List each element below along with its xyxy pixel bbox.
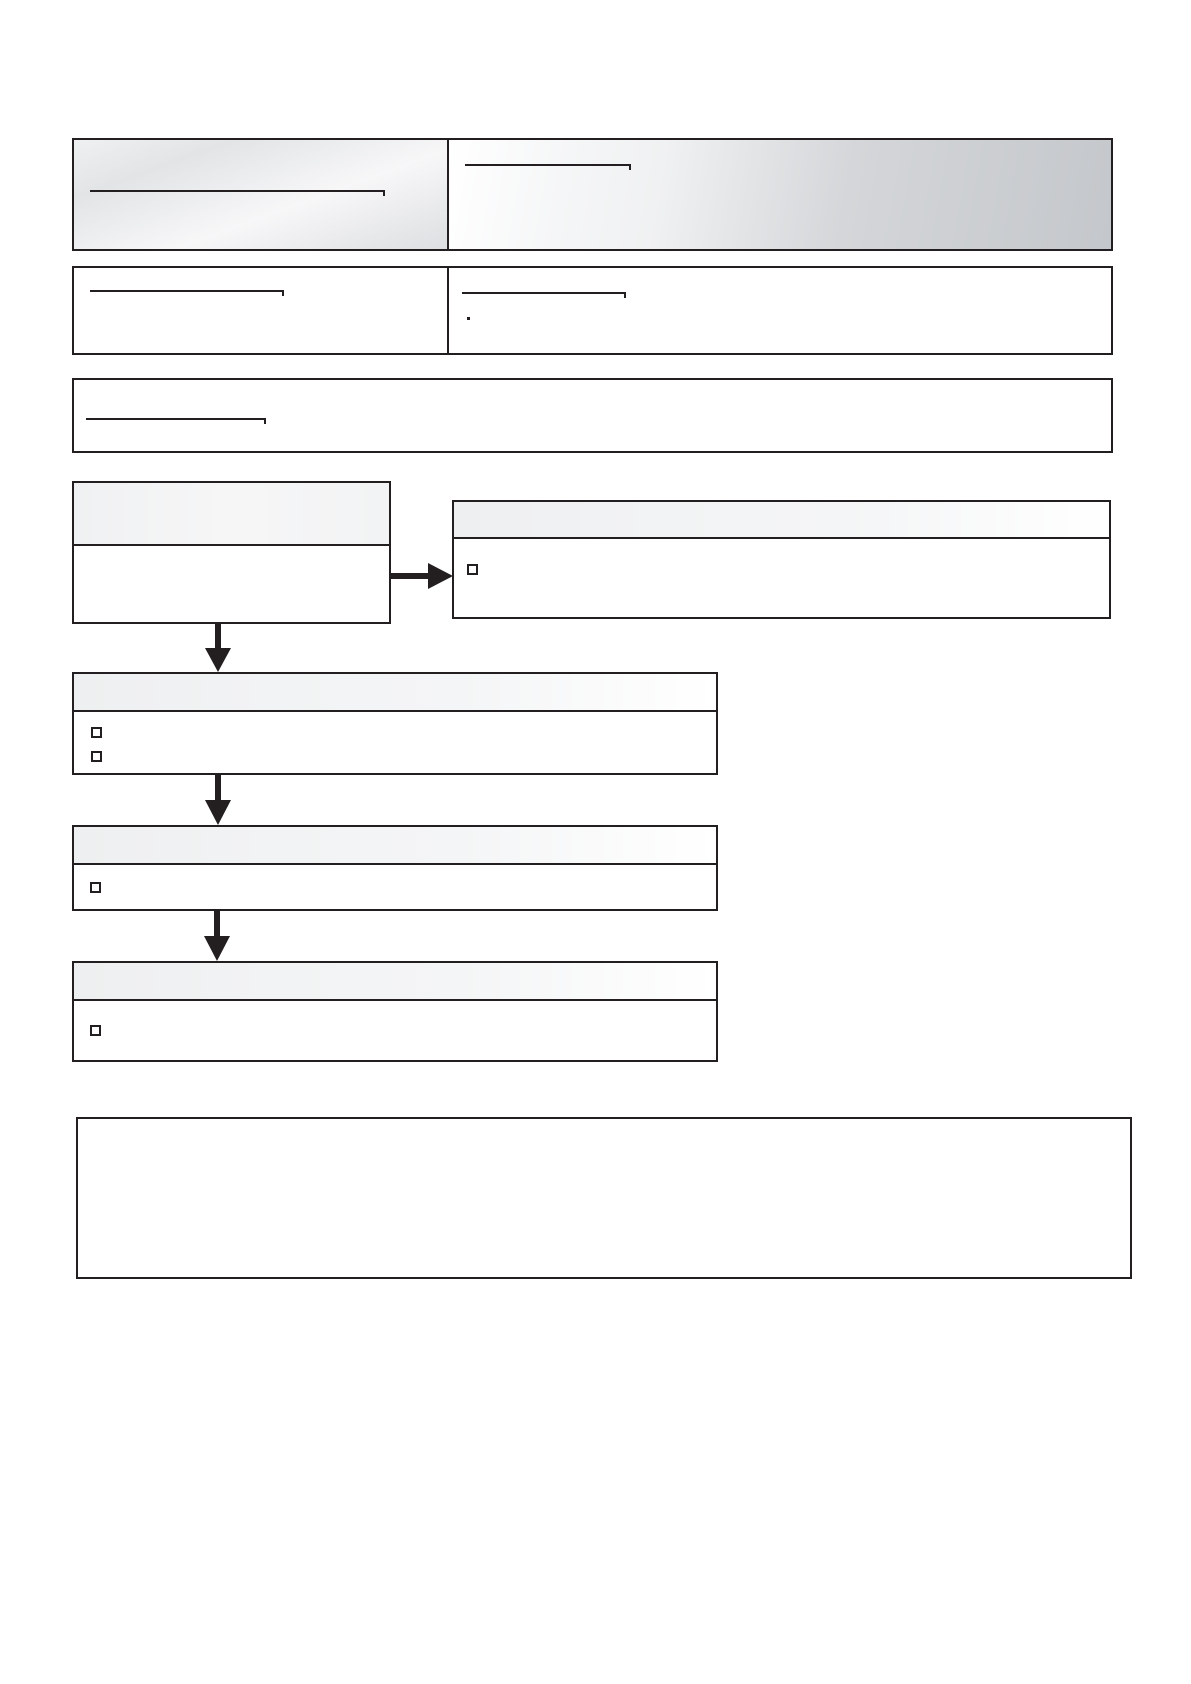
flow-arrow-right xyxy=(390,561,454,591)
flow-step-1-header xyxy=(74,674,716,712)
flow-step-3-header xyxy=(74,963,716,1001)
flow-start-header xyxy=(74,483,389,546)
flow-step-1-checkbox-1[interactable] xyxy=(91,727,102,738)
flow-arrow-down-3-head xyxy=(204,936,230,961)
flow-step-2-box xyxy=(72,825,718,911)
header-left-underline xyxy=(90,190,383,192)
flow-arrow-down-2 xyxy=(203,774,233,826)
flow-side-step-checkbox-1[interactable] xyxy=(467,564,478,575)
flow-side-step-header xyxy=(454,502,1109,539)
flow-arrow-down-1-head xyxy=(205,648,231,672)
flow-arrow-down-3 xyxy=(202,910,232,962)
header-block xyxy=(72,138,1113,251)
flow-step-3-box xyxy=(72,961,718,1062)
info-divider xyxy=(447,268,449,353)
info-bullet xyxy=(467,317,470,320)
flow-step-2-checkbox-1[interactable] xyxy=(90,882,101,893)
summary-block xyxy=(72,378,1113,453)
info-block xyxy=(72,266,1113,355)
header-right-panel xyxy=(449,140,1111,249)
flow-arrow-down-2-head xyxy=(205,800,231,825)
header-right-underline xyxy=(465,164,629,166)
flow-step-1-box xyxy=(72,672,718,775)
info-right-underline xyxy=(462,292,624,294)
summary-underline xyxy=(86,418,264,420)
flow-step-1-checkbox-2[interactable] xyxy=(91,751,102,762)
flow-start-box xyxy=(72,481,391,624)
flow-arrow-down-3-shaft xyxy=(214,910,220,938)
flow-arrow-down-1 xyxy=(203,623,233,673)
flow-step-3-checkbox-1[interactable] xyxy=(90,1025,101,1036)
flow-arrow-right-shaft xyxy=(390,573,430,579)
info-left-underline xyxy=(90,290,282,292)
flow-side-step-box xyxy=(452,500,1111,619)
flow-step-2-header xyxy=(74,827,716,865)
flow-arrow-down-1-shaft xyxy=(215,623,221,650)
flow-arrow-right-head xyxy=(428,563,453,589)
notes-block xyxy=(76,1117,1132,1279)
flow-arrow-down-2-shaft xyxy=(215,774,221,802)
